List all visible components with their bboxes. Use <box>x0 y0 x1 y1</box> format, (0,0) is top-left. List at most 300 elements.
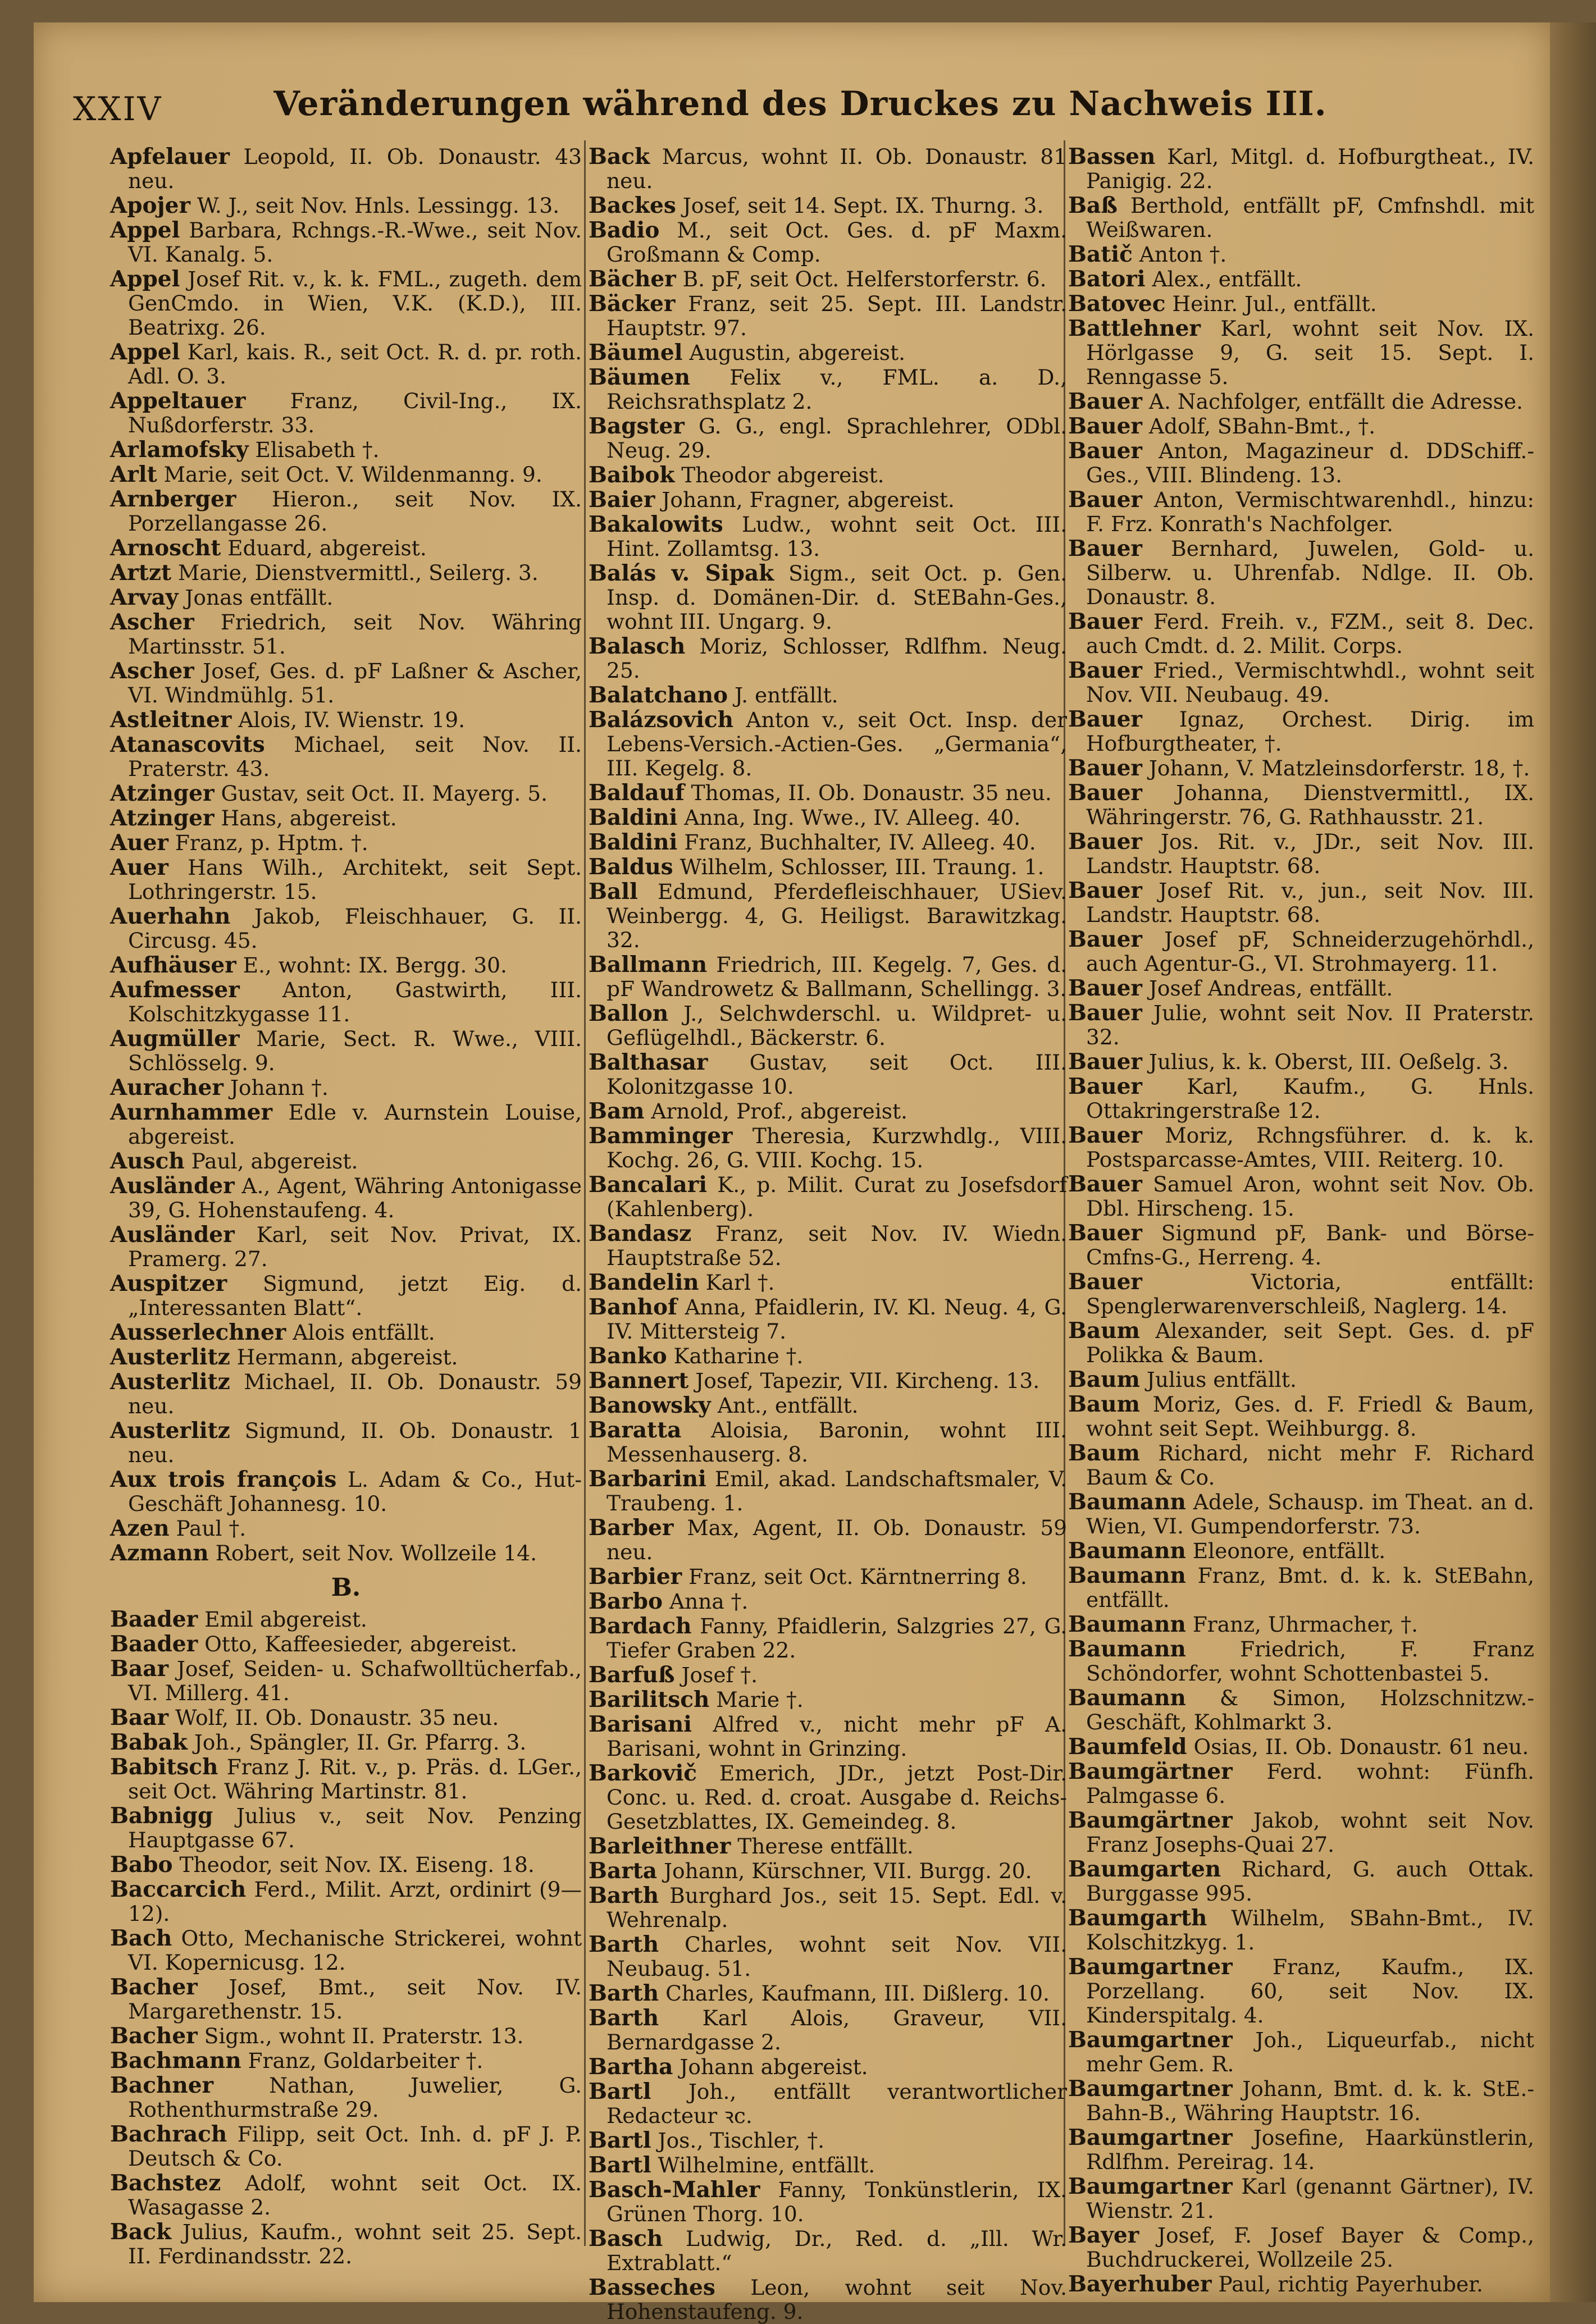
entry-name: Austerlitz <box>110 1344 230 1370</box>
entry-text: Ludw., wohnt seit Oct. III. Hint. Zollamtsg. 13. <box>607 512 1067 561</box>
directory-entry <box>1068 1564 1534 1612</box>
directory-entry <box>110 389 582 437</box>
entry-name: Barth <box>589 1883 659 1908</box>
directory-entry <box>589 1713 1067 1761</box>
directory-entry <box>1068 1686 1534 1734</box>
entry-text: Paul †. <box>176 1516 247 1541</box>
directory-entry <box>589 1565 1067 1589</box>
entry-name: Bauer <box>1068 1122 1142 1148</box>
entry-text: Robert, seit Nov. Wollzeile 14. <box>215 1541 537 1565</box>
entry-text: Theodor abgereist. <box>681 463 884 487</box>
directory-entry <box>589 953 1067 1001</box>
directory-entry <box>1068 781 1534 829</box>
entry-name: Bachmann <box>110 2048 241 2074</box>
entry-text: Johanna, Dienstvermittl., IX. Währingerstr. 76, G. Rathhausstr. 21. <box>1086 780 1534 829</box>
entry-text: Moriz, Ges. d. F. Friedl & Baum, wohnt seit Sept. Weihburgg. 8. <box>1086 1392 1535 1441</box>
page-number: XXIV <box>73 90 163 128</box>
entry-text: Eleonore, entfällt. <box>1192 1538 1386 1563</box>
directory-entry <box>589 513 1067 561</box>
entry-name: Arvay <box>110 585 179 610</box>
entry-name: Baldini <box>589 829 678 855</box>
entry-text: Friedrich, seit Nov. Währing Martinsstr. 51. <box>128 610 582 659</box>
entry-name: Austerlitz <box>110 1369 230 1395</box>
directory-entry <box>110 1370 582 1418</box>
entry-text: Friedrich, F. Franz Schöndorfer, wohnt Schottenbastei 5. <box>1086 1637 1535 1686</box>
entry-text: Augustin, abgereist. <box>689 340 906 365</box>
directory-entry <box>110 1804 582 1852</box>
entry-text: Wilhelmine, entfällt. <box>658 2153 875 2177</box>
entry-name: Babak <box>110 1729 188 1755</box>
entry-name: Barber <box>589 1515 674 1541</box>
entry-text: Emil, akad. Landschaftsmaler, V. Traubeng. 1. <box>607 1467 1067 1515</box>
entry-text: Moriz, Rchngsführer. d. k. k. Postsparcasse-Amtes, VIII. Reiterg. 10. <box>1086 1123 1535 1172</box>
entry-text: Marie, Dienstvermittl., Seilerg. 3. <box>177 560 539 585</box>
directory-entry <box>1068 194 1534 242</box>
directory-entry <box>1068 292 1534 316</box>
entry-text: Wilhelm, Schlosser, III. Traung. 1. <box>680 855 1045 879</box>
entry-text: Anton v., seit Oct. Insp. der Lebens-Versich.-Actien-Ges. „Germania“, III. Kegelg. 8. <box>607 707 1068 780</box>
entry-name: Bauer <box>1068 1049 1142 1075</box>
entry-text: Franz, Buchhalter, IV. Alleeg. 40. <box>684 830 1036 855</box>
entry-text: Richard, G. auch Ottak. Burggasse 995. <box>1086 1857 1535 1906</box>
entry-text: Johann, Kürschner, VII. Burgg. 20. <box>664 1859 1032 1883</box>
directory-entry <box>589 1369 1067 1393</box>
entry-text: Sigm., seit Oct. p. Gen. Insp. d. Domänen-Dir. d. StEBahn-Ges., wohnt III. Ungarg. 9. <box>607 561 1067 634</box>
entry-name: Barkovič <box>589 1760 697 1786</box>
directory-entry <box>1068 145 1534 193</box>
directory-entry <box>110 1975 582 2024</box>
entry-name: Barth <box>589 2005 659 2031</box>
entry-text: Thomas, II. Ob. Donaustr. 35 neu. <box>691 780 1052 805</box>
column-3 <box>1068 144 1535 2297</box>
entry-text: Ferd. Freih. v., FZM., seit 8. Dec. auch Cmdt. d. 2. Milit. Corps. <box>1086 609 1535 658</box>
entry-text: Leopold, II. Ob. Donaustr. 43 neu. <box>128 144 582 193</box>
entry-name: Baumgartner <box>1068 2076 1233 2102</box>
entry-name: Bayerhuber <box>1068 2271 1212 2297</box>
directory-entry <box>1068 2028 1534 2076</box>
entry-text: Fried., Vermischtwhdl., wohnt seit Nov. VII. Neubaug. 49. <box>1086 658 1535 707</box>
entry-text: Franz J. Rit. v., p. Präs. d. LGer., seit Oct. Währing Martinstr. 81. <box>128 1755 582 1804</box>
directory-entry <box>589 855 1067 879</box>
directory-entry <box>110 1076 582 1100</box>
entry-name: Basch <box>589 2226 663 2252</box>
directory-entry <box>589 2080 1067 2128</box>
directory-entry <box>589 1761 1067 1834</box>
entry-text: Hans Wilh., Architekt, seit Sept. Lothringerstr. 15. <box>128 855 582 904</box>
entry-name: Balthasar <box>589 1049 708 1075</box>
entry-text: Otto, Kaffeesieder, abgereist. <box>204 1632 517 1656</box>
entry-text: J., Selchwderschl. u. Wildpret- u. Geflügelhdl., Bäckerstr. 6. <box>607 1001 1067 1050</box>
entry-name: Bauer <box>1068 1220 1142 1246</box>
directory-entry <box>589 145 1067 193</box>
entry-text: Charles, Kaufmann, III. Dißlerg. 10. <box>665 1981 1050 2006</box>
directory-entry <box>589 1590 1067 1614</box>
entry-name: Bäumen <box>589 364 691 390</box>
entry-text: Elisabeth †. <box>255 437 380 462</box>
entry-name: Baumgärtner <box>1068 1759 1233 1784</box>
entry-name: Bauer <box>1068 487 1142 513</box>
directory-entry <box>589 806 1067 830</box>
directory-entry <box>1068 610 1534 658</box>
directory-entry <box>110 1321 582 1345</box>
entry-name: Baldauf <box>589 780 685 806</box>
entry-name: Aurnhammer <box>110 1099 273 1125</box>
directory-entry <box>110 708 582 732</box>
entry-name: Bachrach <box>110 2121 227 2147</box>
entry-text: Anton, Magazineur d. DDSchiff.-Ges., VIII. Blindeng. 13. <box>1086 439 1535 487</box>
directory-entry <box>110 1541 582 1565</box>
entry-text: B. pF, seit Oct. Helferstorferstr. 6. <box>682 267 1047 291</box>
entry-name: Bauer <box>1068 413 1142 439</box>
directory-entry <box>589 880 1067 952</box>
entry-name: Bartha <box>589 2054 673 2080</box>
entry-name: Banowsky <box>589 1392 711 1418</box>
entry-name: Arnoscht <box>110 535 221 561</box>
entry-name: Baum <box>1068 1440 1140 1466</box>
directory-entry <box>110 438 582 462</box>
entry-text: Josef pF, Schneiderzugehörhdl., auch Agentur-G., VI. Strohmayerg. 11. <box>1086 927 1534 976</box>
entry-text: Wolf, II. Ob. Donaustr. 35 neu. <box>175 1705 499 1730</box>
entry-text: Anna, Ing. Wwe., IV. Alleeg. 40. <box>684 805 1021 830</box>
entry-text: Charles, wohnt seit Nov. VII. Neubaug. 51. <box>607 1932 1067 1981</box>
entry-name: Baß <box>1068 193 1118 218</box>
directory-entry <box>1068 317 1534 389</box>
entry-text: Victoria, entfällt: Spenglerwarenverschleiß, Naglerg. 14. <box>1086 1270 1534 1318</box>
entry-name: Ausch <box>110 1148 185 1174</box>
entry-text: Ferd., Milit. Arzt, ordinirt (9—12). <box>128 1877 582 1926</box>
directory-entry <box>589 194 1067 218</box>
directory-entry <box>589 218 1067 267</box>
entry-name: Azmann <box>110 1540 209 1566</box>
directory-entry <box>110 1517 582 1541</box>
entry-text: Michael, seit Nov. II. Praterstr. 43. <box>128 732 582 781</box>
entry-text: Josef Rit. v., k. k. FML., zugeth. dem GenCmdo. in Wien, V.K. (K.D.), III. Beatrixg. 26. <box>128 267 582 340</box>
entry-text: J. entfällt. <box>735 683 838 707</box>
entry-name: Barfuß <box>589 1662 675 1688</box>
directory-entry <box>110 463 582 487</box>
entry-text: Karl, seit Nov. Privat, IX. Pramerg. 27. <box>128 1222 582 1271</box>
entry-text: Sigm., wohnt II. Praterstr. 13. <box>204 2024 524 2048</box>
entry-text: Felix v., FML. a. D., Reichsrathsplatz 2. <box>607 365 1067 414</box>
entry-name: Bächer <box>589 266 676 292</box>
entry-text: Marcus, wohnt II. Ob. Donaustr. 81 neu. <box>607 144 1067 193</box>
entry-text: Sigmund, jetzt Eig. d. „Interessanten Blatt“. <box>128 1271 582 1320</box>
entry-text: Julius v., seit Nov. Penzing Hauptgasse 67. <box>128 1804 582 1852</box>
entry-name: Atanascovits <box>110 732 265 757</box>
directory-entry <box>589 2006 1067 2054</box>
entry-text: Karl (genannt Gärtner), IV. Wienstr. 21. <box>1086 2174 1534 2223</box>
entry-name: Badio <box>589 217 660 243</box>
entry-name: Apojer <box>110 193 191 218</box>
entry-text: Karl Alois, Graveur, VII. Bernardgasse 2. <box>607 2006 1067 2054</box>
entry-name: Bartl <box>589 2079 651 2104</box>
entry-name: Bassen <box>1068 144 1156 170</box>
entry-text: Gustav, seit Oct. II. Mayerg. 5. <box>221 781 548 806</box>
entry-name: Augmüller <box>110 1026 240 1052</box>
entry-name: Bach <box>110 1925 172 1951</box>
directory-entry <box>110 2220 582 2268</box>
directory-entry <box>1068 1392 1534 1441</box>
entry-text: Julius, Kaufm., wohnt seit 25. Sept. II. Ferdinandsstr. 22. <box>128 2220 582 2268</box>
entry-text: Otto, Mechanische Strickerei, wohnt VI. Kopernicusg. 12. <box>128 1926 582 1975</box>
entry-name: Baader <box>110 1631 198 1657</box>
directory-entry <box>110 267 582 340</box>
entry-text: Joh., Spängler, II. Gr. Pfarrg. 3. <box>194 1730 527 1755</box>
entry-name: Azen <box>110 1515 170 1541</box>
entry-name: Ascher <box>110 609 194 635</box>
directory-entry <box>589 1467 1067 1515</box>
entry-name: Baum <box>1068 1318 1140 1344</box>
directory-entry <box>589 1271 1067 1295</box>
directory-entry <box>589 1933 1067 1981</box>
entry-name: Batovec <box>1068 291 1166 317</box>
directory-entry <box>1068 1539 1534 1563</box>
entry-text: Johann, Fragner, abgereist. <box>662 487 955 512</box>
directory-entry <box>110 1468 582 1516</box>
entry-name: Baumann <box>1068 1563 1186 1588</box>
entry-name: Bauer <box>1068 1171 1142 1197</box>
entry-name: Bauer <box>1068 829 1142 855</box>
directory-entry <box>589 1884 1067 1932</box>
directory-entry <box>1068 2126 1534 2174</box>
entry-text: Franz, Goldarbeiter †. <box>248 2048 484 2073</box>
entry-text: Josef, Bmt., seit Nov. IV. Margarethenstr. 15. <box>128 1975 582 2024</box>
entry-name: Battlehner <box>1068 316 1201 341</box>
entry-text: Jos. Rit. v., JDr., seit Nov. III. Landstr. Hauptstr. 68. <box>1086 829 1535 878</box>
entry-text: Hermann, abgereist. <box>236 1345 458 1369</box>
directory-entry <box>110 831 582 855</box>
entry-name: Baumgartner <box>1068 2027 1233 2053</box>
entry-name: Bauer <box>1068 1074 1142 1099</box>
directory-entry <box>589 1124 1067 1172</box>
entry-text: Julius entfällt. <box>1146 1367 1297 1392</box>
section-heading: B. <box>331 1573 361 1602</box>
entry-text: Hans, abgereist. <box>221 806 397 830</box>
directory-entry <box>110 586 582 610</box>
entry-name: Bauer <box>1068 1269 1142 1295</box>
directory-entry <box>1068 1270 1534 1318</box>
entry-text: Theresia, Kurzwhdlg., VIII. Kochg. 26, G. VIII. Kochg. 15. <box>607 1124 1067 1172</box>
entry-text: Wilhelm, SBahn-Bmt., IV. Kolschitzkyg. 1. <box>1086 1906 1534 1955</box>
entry-text: Josef Andreas, entfällt. <box>1148 976 1393 1001</box>
entry-text: Sigmund, II. Ob. Donaustr. 1 neu. <box>128 1418 582 1467</box>
entry-name: Barisani <box>589 1711 692 1737</box>
directory-entry <box>110 782 582 806</box>
entry-name: Ball <box>589 879 638 905</box>
entry-text: Josef, Seiden- u. Schafwolltücherfab., VI. Millerg. 41. <box>128 1656 582 1705</box>
entry-name: Baumgartner <box>1068 1954 1233 1980</box>
directory-entry <box>589 1614 1067 1663</box>
entry-name: Appel <box>110 266 180 292</box>
directory-entry <box>1068 1368 1534 1392</box>
entry-text: Alfred v., nicht mehr pF A. Barisani, wohnt in Grinzing. <box>607 1712 1068 1761</box>
directory-entry <box>110 1272 582 1320</box>
directory-entry <box>1068 1735 1534 1759</box>
entry-text: Marie †. <box>716 1687 804 1712</box>
directory-entry <box>110 1755 582 1804</box>
directory-entry <box>589 488 1067 512</box>
directory-entry <box>589 2276 1067 2324</box>
directory-entry <box>1068 414 1534 439</box>
directory-entry <box>1068 2077 1534 2125</box>
entry-text: Josef, seit 14. Sept. IX. Thurng. 3. <box>682 193 1044 218</box>
directory-entry <box>110 1632 582 1656</box>
entry-name: Bardach <box>589 1613 692 1639</box>
directory-entry <box>1068 1760 1534 1808</box>
directory-entry <box>589 1002 1067 1050</box>
entry-text: Julius, k. k. Oberst, III. Oeßelg. 3. <box>1148 1049 1509 1074</box>
directory-entry <box>1068 1319 1534 1367</box>
entry-text: Adele, Schausp. im Theat. an d. Wien, VI. Gumpendorferstr. 73. <box>1086 1490 1535 1538</box>
entry-text: W. J., seit Nov. Hnls. Lessingg. 13. <box>197 193 560 218</box>
entry-name: Baar <box>110 1656 169 1682</box>
entry-name: Bauer <box>1068 780 1142 806</box>
entry-name: Barilitsch <box>589 1687 710 1713</box>
directory-entry <box>1068 1857 1534 1906</box>
entry-name: Baumgartner <box>1068 2174 1233 2199</box>
directory-entry <box>589 1051 1067 1099</box>
entry-text: Edle v. Aurnstein Louise, abgereist. <box>128 1100 582 1149</box>
directory-entry <box>1068 1955 1534 2028</box>
directory-entry <box>589 1418 1067 1467</box>
column-divider <box>584 140 586 2246</box>
entry-text: Karl †. <box>705 1270 775 1295</box>
entry-text: Heinr. Jul., entfällt. <box>1172 291 1377 316</box>
entry-name: Basch-Mahler <box>589 2177 760 2203</box>
entry-name: Bartl <box>589 2152 651 2178</box>
directory-entry <box>110 194 582 218</box>
entry-name: Auer <box>110 830 168 856</box>
entry-text: Johann †. <box>230 1075 329 1100</box>
entry-text: Bernhard, Juwelen, Gold- u. Silberw. u. Uhrenfab. Ndlge. II. Ob. Donaustr. 8. <box>1086 536 1534 609</box>
directory-entry <box>110 536 582 560</box>
entry-text: Emil abgereist. <box>204 1607 367 1632</box>
entry-text: Hieron., seit Nov. IX. Porzellangasse 26. <box>128 487 582 536</box>
entry-name: Barbo <box>589 1588 663 1614</box>
directory-entry <box>1068 1613 1534 1637</box>
directory-entry <box>110 1853 582 1877</box>
entry-text: Alois entfällt. <box>293 1320 435 1345</box>
directory-entry <box>589 463 1067 487</box>
entry-text: Richard, nicht mehr F. Richard Baum & Co. <box>1086 1441 1534 1490</box>
directory-entry <box>589 683 1067 707</box>
entry-text: Samuel Aron, wohnt seit Nov. Ob. Dbl. Hirscheng. 15. <box>1086 1172 1534 1221</box>
directory-entry <box>1068 439 1534 487</box>
directory-entry <box>110 2024 582 2048</box>
directory-entry <box>589 1394 1067 1418</box>
entry-text: Ferd. wohnt: Fünfh. Palmgasse 6. <box>1086 1759 1535 1808</box>
entry-text: Paul, abgereist. <box>191 1149 358 1174</box>
directory-entry <box>110 953 582 978</box>
entry-name: Bakalowits <box>589 512 723 537</box>
entry-text: Josef, F. Josef Bayer & Comp., Buchdruckerei, Wollzeile 25. <box>1086 2223 1534 2272</box>
entry-name: Bauer <box>1068 536 1142 561</box>
directory-entry <box>110 1706 582 1730</box>
entry-name: Ascher <box>110 658 194 684</box>
directory-entry <box>110 2171 582 2220</box>
entry-name: Baldini <box>589 805 678 830</box>
entry-name: Arlt <box>110 462 157 487</box>
entry-name: Apfelauer <box>110 144 230 170</box>
entry-text: Franz, p. Hptm. †. <box>175 830 368 855</box>
entry-name: Baier <box>589 487 655 513</box>
directory-entry <box>589 1859 1067 1883</box>
entry-text: Katharine †. <box>673 1344 804 1368</box>
column-2 <box>589 144 1068 2324</box>
directory-entry <box>589 366 1067 414</box>
entry-name: Baum <box>1068 1391 1140 1417</box>
directory-entry <box>1068 1637 1534 1686</box>
entry-text: Adolf, SBahn-Bmt., †. <box>1148 414 1376 439</box>
entry-name: Bauer <box>1068 1000 1142 1026</box>
directory-entry <box>589 2055 1067 2079</box>
entry-name: Artzt <box>110 560 171 586</box>
entry-text: Arnold, Prof., abgereist. <box>651 1099 908 1124</box>
entry-text: Josef, Tapezir, VII. Kircheng. 13. <box>695 1368 1040 1393</box>
entry-name: Astleitner <box>110 707 232 733</box>
entry-name: Appel <box>110 217 180 243</box>
directory-entry <box>110 1223 582 1271</box>
entry-text: Alex., entfällt. <box>1152 267 1302 291</box>
directory-entry <box>1068 830 1534 878</box>
directory-entry <box>1068 1906 1534 1955</box>
entry-name: Baumgarten <box>1068 1856 1221 1882</box>
entry-name: Bartl <box>589 2127 651 2153</box>
directory-entry <box>1068 1490 1534 1538</box>
entry-text: Emerich, JDr., jetzt Post-Dir. Conc. u. Red. d. croat. Ausgabe d. Reichs-Gesetzblattes, IX. Gemeindeg. 8. <box>607 1761 1067 1834</box>
entry-text: Theodor, seit Nov. IX. Eiseng. 18. <box>179 1852 535 1877</box>
entry-name: Bauer <box>1068 658 1142 683</box>
directory-entry <box>110 659 582 707</box>
directory-entry <box>110 1149 582 1174</box>
entry-text: Karl, Kaufm., G. Hnls. Ottakringerstraße 12. <box>1086 1074 1535 1123</box>
directory-entry <box>589 292 1067 340</box>
entry-text: Leon, wohnt seit Nov. Hohenstaufeng. 9. <box>607 2275 1067 2324</box>
entry-name: Bancalari <box>589 1172 708 1198</box>
entry-text: Johann, V. Matzleinsdorferstr. 18, †. <box>1148 756 1530 780</box>
directory-entry <box>1068 1050 1534 1074</box>
entry-text: Burghard Jos., seit 15. Sept. Edl. v. Wehrenalp. <box>607 1883 1067 1932</box>
entry-text: Friedrich, III. Kegelg. 7, Ges. d. pF Wandrowetz & Ballmann, Schellingg. 3. <box>607 952 1067 1001</box>
entry-name: Bachner <box>110 2072 214 2098</box>
entry-name: Appeltauer <box>110 388 246 414</box>
entry-name: Baumann <box>1068 1636 1186 1662</box>
directory-entry <box>589 2178 1067 2226</box>
entry-name: Baumgärtner <box>1068 1807 1233 1833</box>
directory-entry <box>589 2129 1067 2153</box>
entry-text: Anton †. <box>1139 242 1227 267</box>
entry-text: Gustav, seit Oct. III. Kolonitzgasse 10. <box>607 1050 1067 1099</box>
entry-text: A. Nachfolger, entfällt die Adresse. <box>1148 389 1523 414</box>
entry-text: Karl, wohnt seit Nov. IX. Hörlgasse 9, G. seit 15. Sept. I. Renngasse 5. <box>1086 316 1534 389</box>
entry-name: Auracher <box>110 1075 224 1101</box>
entry-name: Atzinger <box>110 805 215 831</box>
directory-entry <box>110 1101 582 1149</box>
entry-name: Austerlitz <box>110 1418 230 1444</box>
entry-name: Bam <box>589 1098 645 1124</box>
directory-entry <box>110 978 582 1026</box>
entry-name: Bandelin <box>589 1270 699 1295</box>
entry-text: A., Agent, Währing Antonigasse 39, G. Hohenstaufeng. 4. <box>128 1174 582 1222</box>
entry-text: Ludwig, Dr., Red. d. „Ill. Wr. Extrablatt.“ <box>607 2226 1067 2275</box>
entry-text: M., seit Oct. Ges. d. pF Maxm. Großmann & Comp. <box>607 218 1067 267</box>
entry-name: Baader <box>110 1606 198 1632</box>
directory-entry <box>110 2074 582 2122</box>
directory-entry <box>1068 537 1534 609</box>
directory-entry <box>110 487 582 536</box>
entry-name: Ballmann <box>589 952 708 978</box>
entry-name: Bachstez <box>110 2170 221 2196</box>
